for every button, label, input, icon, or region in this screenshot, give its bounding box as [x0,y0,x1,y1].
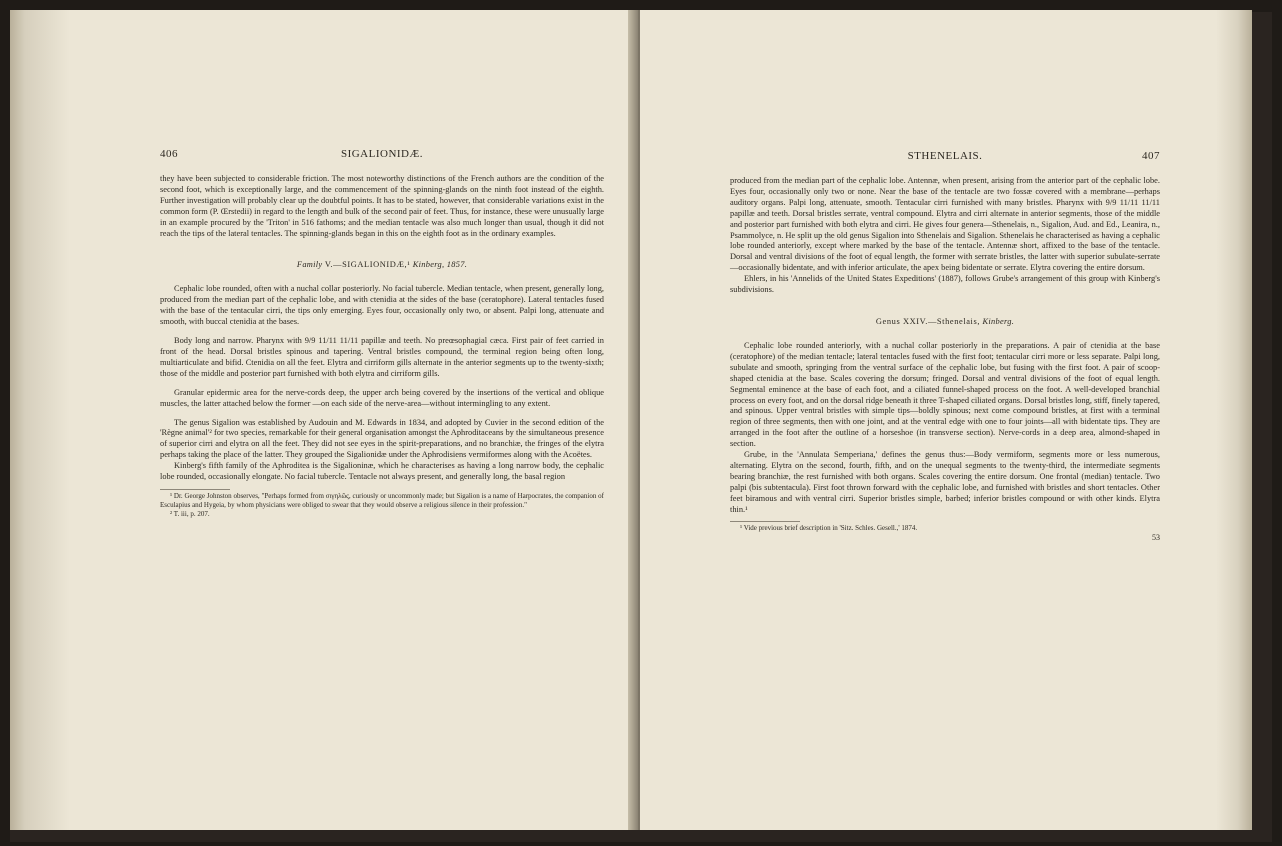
left-running-head [160,148,604,164]
family-heading [160,259,604,270]
left-paragraph-5: Kinberg's fifth family of the Aphroditea is the Sigalioninæ, which he characterises as having a long narrow body, the cephalic lobe rounded, occasionally elongate. No facial tubercle. Tentacle not always present, and generally long, the basal region [160,461,604,482]
left-paragraph-2: Body long and narrow. Pharynx with 9/9 11/11 11/11 papillæ and teeth. No preœsophagial cæca. First pair of feet carried in front of the head. Dorsal bristles spinous and tapering. Ventral bristles compound, the terminal region being often long, multiarticulate and bifid. Ctenidia on all the feet. Elytra and cirriform gills alternate in the anterior segments up to the twenty-sixth; those of the middle and posterior part furnished with both elytra and cirriform gills. [160,336,604,378]
left-paragraph-1: Cephalic lobe rounded, often with a nuchal collar posteriorly. No facial tubercle. Median tentacle, when present, generally long, produced from the median part of the cephalic lobe, and with ctenidia at the sides of the base (ceratophore). Lateral tentacles fused with the base of the tentacular cirri, the tips only emerging. Eyes four, occasionally only two, or absent. Palpi long, attenuate and smooth, with buccal ctenidia at the bases. [160,284,604,327]
left-footnote-1: ¹ Dr. George Johnston observes, "Perhaps formed from σιγηλῶς, curiously or uncommonly made; but Sigalion is a name of Harpocrates, the companion of Esculapius and Hygeia, by whom physicians were obliged to swear that they would observe a religious silence in their profession." [160,491,604,509]
genus-heading-prefix: Genus XXIV.— [875,316,937,326]
left-text-block [160,148,604,518]
signature-mark: 53 [1152,533,1160,543]
right-page-number: 407 [1142,150,1160,162]
right-paragraph-2: Ehlers, in his 'Annelids of the United States Expeditions' (1887), follows Grube's arrangement of this group with Kinberg's subdivisions. [730,274,1160,295]
right-page [640,10,1252,830]
genus-heading-name: Sthenelais, [936,316,981,326]
family-heading-suffix: Kinberg, 1857. [412,260,468,270]
left-paragraph-intro: they have been subjected to considerable friction. The most noteworthy distinctions of the French authors are the condition of the second foot, which is exceptionally large, and the commencement of the spinning-glands on the ninth foot instead of the eighth. Further investigation will probably clear up the doubtful points. It has to be stated, however, that considerable variations exist in the common form (P. Œrstedii) in regard to the length and bulk of the second pair of feet. Thus, for instance, these were unusually large in an example procured by the 'Triton' in 516 fathoms; and the median tentacle was also much longer than usual, though it did not reach the tips of the lateral tentacles. The spinning-glands began in this on the eighth foot as in the ordinary examples. [160,174,604,238]
right-text-block [730,150,1160,543]
left-footnote-2: ² T. iii, p. 207. [170,509,210,518]
genus-heading [730,316,1160,327]
left-page [10,10,639,830]
right-running-title: STHENELAIS. [907,150,983,162]
left-running-title: SIGALIONIDÆ. [340,148,424,160]
left-paragraph-4: The genus Sigalion was established by Audouin and M. Edwards in 1834, and adopted by Cuvier in the second edition of the 'Règne animal'² for two species, remarkable for their general organisation amongst the Aphroditaceans by the simultaneous presence of superior cirri and elytra on all the feet. They did not see eyes in the spirit-preparations, and no branchiæ, the fringes of the elytra perhaps taking the place of the latter. They grouped the Sigalionidæ under the Aphrodisiens vermiformes along with the Acoëtes. [160,417,604,460]
right-footnote-1: ¹ Vide previous brief description in 'Sitz. Schles. Gesell.,' 1874. [740,524,918,533]
family-heading-prefix: Family [296,260,323,270]
family-heading-main: V.—SIGALIONIDÆ,¹ [324,260,411,270]
left-paragraph-3: Granular epidermic area for the nerve-cords deep, the upper arch being covered by the insertions of the vertical and oblique muscles, the latter attached below the former —on each side of the nerve-area—without intermingling to any extent. [160,387,604,408]
genus-heading-suffix: Kinberg. [982,316,1015,326]
left-page-number: 406 [160,148,178,160]
right-paragraph-3: Cephalic lobe rounded anteriorly, with a nuchal collar posteriorly in the preparations. A pair of ctenidia at the base (ceratophore) of the median tentacle; lateral tentacles fused with the first foot; tentacular cirri more or less separate. Palpi long, subulate and smooth, springing from the ventral surface of the cephalic lobe, but fusing with the first foot. A pair of scoop-shaped ctenidia at the base. Scales covering the dorsum; fringed. Dorsal and ventral divisions of the foot of equal length. Segmental eminence at the base of each foot, and a ciliated funnel-shaped process on the foot. A well-developed branchial process on every foot, and on the dorsal ridge beneath it three T-shaped ciliated organs. Dorsal bristles long, stiff, finely tapered, and spinous. Upper ventral bristles with simple tips—boldly spinous; next come compound bristles, at first with a terminal region of three segments, then with one joint, and at the ventral edge with one to four joints—all with bidentate tips. They are arranged in the foot after the outline of a horseshoe (in transverse section). Nerve-cords in a deep area, almond-shaped in section. [730,340,1160,449]
right-paragraph-1: produced from the median part of the cephalic lobe. Antennæ, when present, arising from the anterior part of the cephalic lobe. Eyes four, occasionally only two or none. Near the base of the tentacle are two fossæ covered with a membrane—perhaps auditory organs. Palpi long, attenuate, smooth. Tentacular cirri furnished with many bristles. Pharynx with 9/9 11/11 11/11 papillæ and teeth. Dorsal bristles serrate, ventral compound. Elytra and cirri alternate in anterior segments, those of the middle and posterior part furnished with both elytra and cirri. He gives four genera—Sthenelais, n., Sigalion, Aud. and Ed., Leanira, n., Psammolyce, n. He split up the old genus Sigalion into Sthenelais and Sigalion. Sthenelais he characterised as having a cephalic lobe rounded anteriorly, except where marked by the base of the tentacle. Antennæ short, affixed to the base of the tentacle. Dorsal and ventral divisions of the foot of equal length, the former with serrate bristles, the latter with superior subulate-serrate—occasionally bidentate, and with inferior articulate, the apex being bidentate or serrate. Elytra covering the entire dorsum. [730,176,1160,273]
right-paragraph-4: Grube, in the 'Annulata Semperiana,' defines the genus thus:—Body vermiform, segments more or less numerous, alternating. Elytra on the second, fourth, fifth, and on the unequal segments to the twenty-third, the intermediate segments bearing branchiæ, the rest furnished with both organs. Scales covering the entire dorsum. One frontal (median) tentacle. Two palpi (bis subtentacula). First foot thrown forward with the cephalic lobe, and furnished with bristles and short tentacles. Other feet biramous and with ventral cirri. Superior bristles simple, barbed; inferior bristles compound or with other kinds. Elytra thin.¹ [730,450,1160,514]
right-running-head [730,150,1160,166]
